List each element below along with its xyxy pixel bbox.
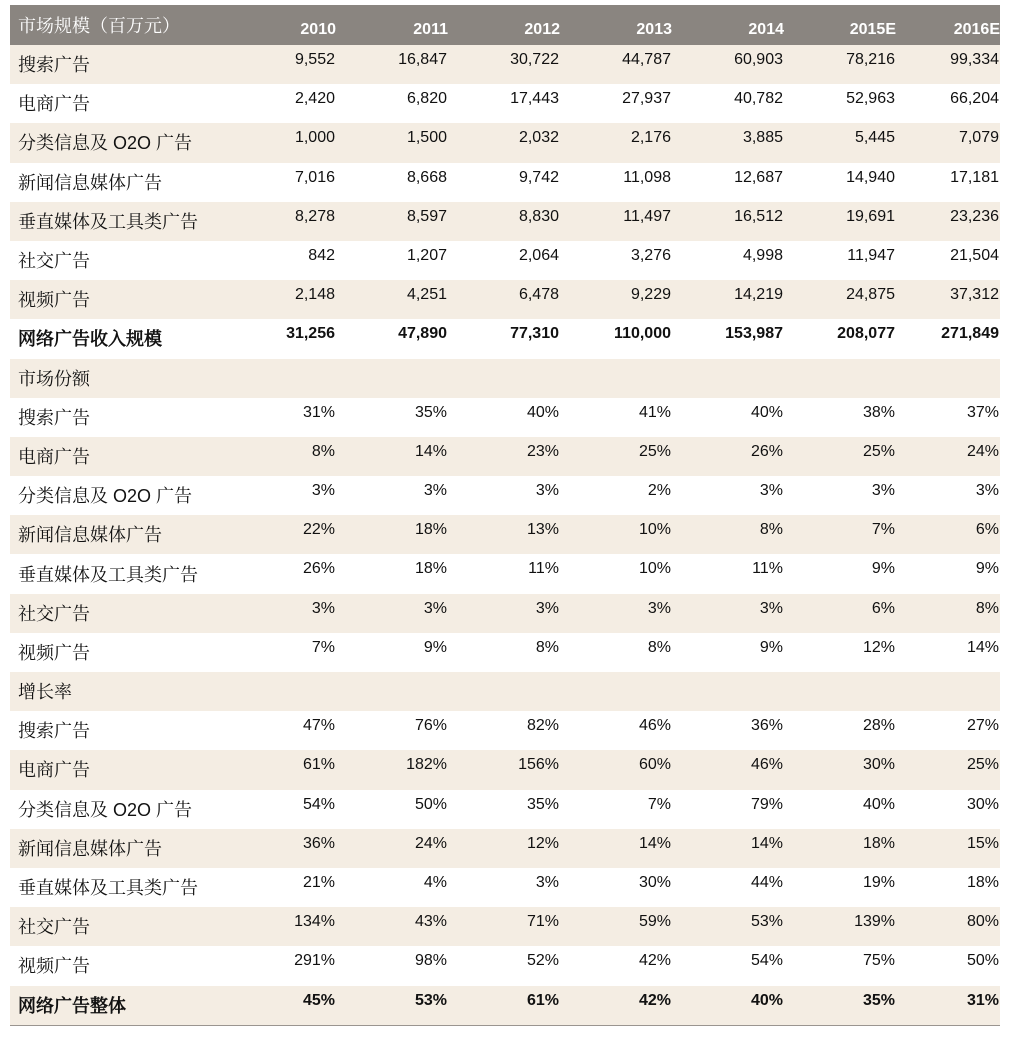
table-cell: 42%: [638, 991, 671, 1009]
table-cell: 46%: [750, 756, 783, 774]
row-label: 搜索广告: [18, 407, 90, 428]
table-cell: [560, 359, 672, 398]
table-cell: 9%: [975, 560, 999, 578]
header-year: 2016E: [953, 21, 1000, 38]
table-cell: 3%: [535, 873, 559, 891]
table-cell: 40%: [862, 795, 895, 813]
table-cell: 13%: [526, 521, 559, 539]
table-cell: 36%: [302, 834, 335, 852]
table-cell: 22%: [302, 521, 335, 539]
table-cell: 19,691: [846, 207, 895, 225]
table-cell: 61%: [526, 991, 559, 1009]
table-cell: 271,849: [941, 325, 999, 343]
table-cell: 35%: [414, 403, 447, 421]
row-label: 搜索广告: [18, 721, 90, 742]
row-label: 视频广告: [18, 642, 90, 663]
row-label: 垂直媒体及工具类广告: [18, 211, 198, 232]
table-cell: 1,500: [406, 129, 447, 147]
table-cell: 153,987: [725, 325, 783, 343]
table-cell: 42%: [638, 952, 671, 970]
table-cell: 99,334: [950, 51, 999, 68]
table-cell: 11%: [752, 560, 783, 578]
table-body: [10, 45, 1000, 1025]
table-cell: 9%: [871, 560, 895, 578]
table-cell: 18%: [862, 834, 895, 852]
table-cell: 40%: [750, 991, 783, 1009]
table-cell: 6%: [871, 599, 895, 617]
table-cell: 156%: [518, 756, 559, 774]
ad-market-table: [10, 5, 1000, 1025]
table-cell: 11,497: [623, 207, 671, 225]
table-cell: 37,312: [950, 286, 999, 304]
table-cell: 43%: [414, 913, 447, 931]
table-cell: 50%: [414, 795, 447, 813]
row-label: 网络广告收入规模: [18, 329, 162, 350]
table-cell: 45%: [302, 991, 335, 1009]
table-cell: 25%: [862, 442, 895, 460]
table-cell: 2,420: [294, 90, 335, 108]
table-cell: 2%: [647, 482, 671, 500]
table-cell: 3%: [535, 599, 559, 617]
table-cell: 1,000: [294, 129, 335, 147]
table-cell: 26%: [302, 560, 335, 578]
table-cell: 18%: [414, 560, 447, 578]
header-year: 2010: [300, 21, 336, 38]
table-row: [10, 123, 1000, 162]
table-cell: 8%: [535, 638, 559, 656]
table-cell: 41%: [638, 403, 671, 421]
table-cell: 8%: [759, 521, 783, 539]
row-label: 新闻信息媒体广告: [18, 525, 162, 546]
table-cell: [896, 359, 1000, 398]
table-row: [10, 829, 1000, 868]
table-cell: 8%: [647, 638, 671, 656]
table-cell: 47%: [302, 717, 335, 735]
table-row: [10, 515, 1000, 554]
table-cell: 79%: [750, 795, 783, 813]
table-cell: 75%: [862, 952, 895, 970]
table-cell: 21,504: [950, 246, 999, 264]
table-cell: 40%: [750, 403, 783, 421]
table-cell: [336, 359, 448, 398]
table-cell: [336, 672, 448, 711]
table-cell: 14,219: [734, 286, 783, 304]
table-cell: 842: [308, 246, 335, 264]
table-cell: 98%: [414, 952, 447, 970]
row-label: 分类信息及 O2O 广告: [18, 486, 193, 507]
table-cell: 54%: [750, 952, 783, 970]
table-cell: [448, 359, 560, 398]
table-cell: 7%: [647, 795, 671, 813]
header-row: [10, 5, 1000, 45]
row-label: 网络广告整体: [18, 995, 126, 1016]
table-cell: 8,278: [294, 207, 335, 225]
table-cell: 2,064: [518, 246, 559, 264]
table-cell: 4,998: [742, 246, 783, 264]
table-cell: 27%: [966, 717, 999, 735]
table-cell: 25%: [638, 442, 671, 460]
table-cell: 76%: [414, 717, 447, 735]
table-cell: 66,204: [950, 90, 999, 108]
table-cell: 3%: [871, 482, 895, 500]
header-year: 2014: [748, 21, 784, 38]
table-cell: 1,207: [406, 246, 447, 264]
table-cell: 12%: [526, 834, 559, 852]
table-cell: 30%: [638, 873, 671, 891]
table-cell: 71%: [526, 913, 559, 931]
table-row: [10, 84, 1000, 123]
table-cell: 59%: [638, 913, 671, 931]
table-row: [10, 45, 1000, 84]
header-label: 市场规模（百万元）: [18, 16, 180, 36]
table-cell: 27,937: [622, 90, 671, 108]
table-cell: 14%: [966, 638, 999, 656]
table-cell: [224, 672, 336, 711]
table-cell: 12%: [862, 638, 895, 656]
table-row: [10, 476, 1000, 515]
data-table-container: [10, 5, 1000, 1025]
table-cell: 8%: [975, 599, 999, 617]
table-cell: 3%: [311, 482, 335, 500]
table-cell: 10%: [638, 560, 671, 578]
header-year: 2013: [636, 21, 672, 38]
table-row: [10, 241, 1000, 280]
table-cell: 11%: [528, 560, 559, 578]
table-cell: 18%: [966, 873, 999, 891]
row-label: 视频广告: [18, 290, 90, 311]
table-cell: 25%: [966, 756, 999, 774]
table-cell: 54%: [302, 795, 335, 813]
table-cell: 9,742: [518, 168, 559, 186]
table-cell: 11,947: [847, 246, 895, 264]
row-label: 垂直媒体及工具类广告: [18, 878, 198, 899]
table-cell: 2,176: [630, 129, 671, 147]
table-cell: 77,310: [510, 325, 559, 343]
table-row: [10, 711, 1000, 750]
table-cell: 2,148: [294, 286, 335, 304]
table-cell: 110,000: [614, 325, 671, 343]
table-cell: 2,032: [518, 129, 559, 147]
table-cell: 3%: [423, 482, 447, 500]
table-cell: 3,276: [630, 246, 671, 264]
table-cell: 14%: [414, 442, 447, 460]
table-cell: 35%: [862, 991, 895, 1009]
table-cell: 36%: [750, 717, 783, 735]
table-cell: 28%: [862, 717, 895, 735]
row-label: 电商广告: [18, 760, 90, 781]
table-cell: 6%: [975, 521, 999, 539]
table-cell: 8%: [311, 442, 335, 460]
row-label: 电商广告: [18, 446, 90, 467]
table-cell: [672, 672, 784, 711]
table-row: [10, 907, 1000, 946]
table-row: [10, 554, 1000, 593]
table-cell: 7%: [871, 521, 895, 539]
section-label: 市场份额: [18, 368, 90, 389]
table-cell: 7,079: [958, 129, 999, 147]
table-row: [10, 398, 1000, 437]
table-cell: 60,903: [734, 51, 783, 68]
table-cell: 16,512: [734, 207, 783, 225]
table-cell: 3,885: [742, 129, 783, 147]
header-year: 2012: [524, 21, 560, 38]
table-cell: 182%: [406, 756, 447, 774]
table-cell: 40,782: [734, 90, 783, 108]
table-cell: [784, 672, 896, 711]
table-row: [10, 163, 1000, 202]
table-cell: 9,229: [630, 286, 671, 304]
table-cell: 17,181: [950, 168, 999, 186]
section-row: [10, 359, 1000, 398]
table-cell: 139%: [854, 913, 895, 931]
table-row: [10, 437, 1000, 476]
row-label: 社交广告: [18, 917, 90, 938]
table-cell: 8,597: [406, 207, 447, 225]
row-label: 分类信息及 O2O 广告: [18, 133, 193, 154]
table-cell: 10%: [638, 521, 671, 539]
table-cell: 6,820: [406, 90, 447, 108]
table-cell: [560, 672, 672, 711]
table-cell: 44,787: [622, 51, 671, 68]
table-cell: 15%: [966, 834, 999, 852]
total-row: [10, 319, 1000, 358]
table-cell: 7%: [311, 638, 335, 656]
header-year: 2015E: [849, 21, 896, 38]
table-cell: 61%: [302, 756, 335, 774]
table-cell: 12,687: [734, 168, 783, 186]
table-cell: 9%: [423, 638, 447, 656]
table-cell: 47,890: [398, 325, 447, 343]
table-row: [10, 868, 1000, 907]
row-label: 搜索广告: [18, 55, 90, 76]
table-cell: 9%: [759, 638, 783, 656]
table-cell: 53%: [414, 991, 447, 1009]
row-label: 视频广告: [18, 956, 90, 977]
table-cell: [672, 359, 784, 398]
table-cell: 52,963: [846, 90, 895, 108]
row-label: 电商广告: [18, 94, 90, 115]
table-row: [10, 594, 1000, 633]
table-cell: 9,552: [294, 51, 335, 68]
table-cell: 8,668: [406, 168, 447, 186]
bottom-divider: [10, 1025, 1000, 1026]
table-cell: 40%: [526, 403, 559, 421]
table-cell: 53%: [750, 913, 783, 931]
table-row: [10, 633, 1000, 672]
row-label: 社交广告: [18, 251, 90, 272]
table-row: [10, 946, 1000, 985]
table-cell: 134%: [294, 913, 335, 931]
row-label: 垂直媒体及工具类广告: [18, 564, 198, 585]
table-cell: 60%: [638, 756, 671, 774]
table-cell: 31%: [966, 991, 999, 1009]
table-cell: 4%: [423, 873, 447, 891]
table-cell: 8,830: [518, 207, 559, 225]
table-cell: 24,875: [846, 286, 895, 304]
table-cell: 6,478: [518, 286, 559, 304]
table-cell: 44%: [750, 873, 783, 891]
table-cell: 16,847: [398, 51, 447, 68]
table-row: [10, 202, 1000, 241]
table-cell: 14%: [750, 834, 783, 852]
table-cell: 35%: [526, 795, 559, 813]
table-cell: [224, 359, 336, 398]
table-cell: 26%: [750, 442, 783, 460]
table-cell: 14%: [638, 834, 671, 852]
table-cell: 21%: [302, 873, 335, 891]
row-label: 分类信息及 O2O 广告: [18, 799, 193, 820]
table-cell: 14,940: [846, 168, 895, 186]
table-cell: 24%: [966, 442, 999, 460]
table-cell: [896, 672, 1000, 711]
table-cell: 80%: [966, 913, 999, 931]
table-cell: 291%: [294, 952, 335, 970]
table-cell: 78,216: [846, 51, 895, 68]
table-cell: 50%: [966, 952, 999, 970]
header-year: 2011: [413, 21, 448, 38]
section-row: [10, 672, 1000, 711]
table-row: [10, 280, 1000, 319]
table-cell: 208,077: [837, 325, 895, 343]
row-label: 新闻信息媒体广告: [18, 838, 162, 859]
table-cell: 3%: [975, 482, 999, 500]
table-cell: 23%: [526, 442, 559, 460]
table-cell: [448, 672, 560, 711]
table-cell: 82%: [526, 717, 559, 735]
table-cell: 5,445: [854, 129, 895, 147]
total-row: [10, 986, 1000, 1025]
table-cell: 38%: [862, 403, 895, 421]
table-row: [10, 790, 1000, 829]
table-cell: 3%: [535, 482, 559, 500]
table-cell: 37%: [966, 403, 999, 421]
table-cell: 23,236: [950, 207, 999, 225]
table-cell: 19%: [862, 873, 895, 891]
table-cell: 7,016: [294, 168, 335, 186]
table-cell: 4,251: [406, 286, 447, 304]
table-cell: 3%: [647, 599, 671, 617]
table-cell: 3%: [759, 482, 783, 500]
table-row: [10, 750, 1000, 789]
table-cell: 24%: [414, 834, 447, 852]
table-cell: 17,443: [510, 90, 559, 108]
table-cell: 31,256: [286, 325, 335, 343]
table-cell: 11,098: [623, 168, 671, 186]
table-cell: 3%: [311, 599, 335, 617]
section-label: 增长率: [18, 682, 72, 703]
row-label: 社交广告: [18, 603, 90, 624]
table-cell: 31%: [302, 403, 335, 421]
table-cell: 52%: [526, 952, 559, 970]
table-cell: 18%: [414, 521, 447, 539]
table-cell: 46%: [638, 717, 671, 735]
table-cell: 3%: [423, 599, 447, 617]
table-cell: 30%: [862, 756, 895, 774]
table-cell: 30%: [966, 795, 999, 813]
table-cell: 30,722: [510, 51, 559, 68]
table-cell: 3%: [759, 599, 783, 617]
row-label: 新闻信息媒体广告: [18, 172, 162, 193]
table-cell: [784, 359, 896, 398]
